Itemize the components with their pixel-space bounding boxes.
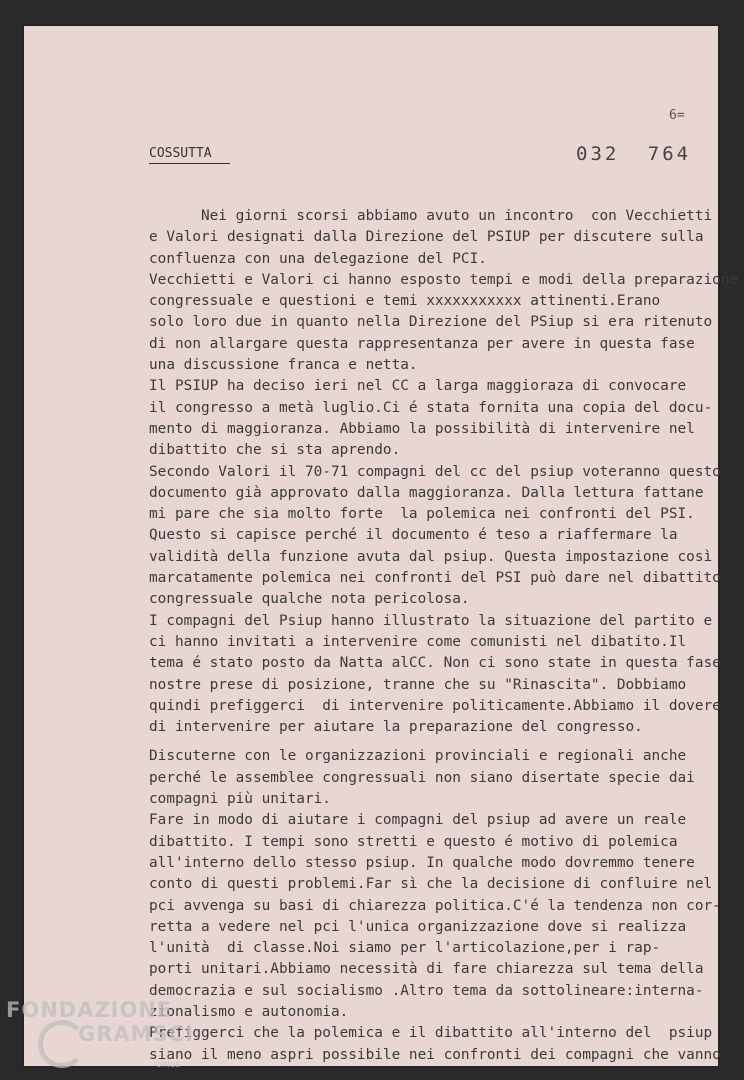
text-line: siano il meno aspri possibile nei confronti dei compagni che vanno [149,1046,721,1063]
text-line: solo loro due in quanto nella Direzione del PSiup si era ritenuto [149,314,713,331]
text-line: Questo si capisce perché il documento é teso a riaffermare la [149,527,678,544]
text-line: ci hanno invitati a intervenire come comunisti nel dibatito.Il [149,633,687,650]
text-line: Il PSIUP ha deciso ieri nel CC a larga maggioraza di convocare [149,378,687,395]
watermark-line2: GRAMSCI [78,1022,194,1046]
text-line: validità della funzione avuta dal psiup. Questa impostazione così [149,548,713,565]
archive-number: 032 764 [576,143,692,165]
text-line: di non allargare questa rappresentanza per avere in questa fase [149,335,695,352]
watermark-suffix: onlus [156,1060,181,1070]
page-number: 6= [669,108,685,123]
text-line: e Valori designati dalla Direzione del PSIUP per discutere sulla [149,229,704,246]
text-line: Vecchietti e Valori ci hanno esposto tempi e modi della preparazione [149,271,739,288]
text-line: una discussione franca e netta. [149,357,418,374]
text-line: Nei giorni scorsi abbiamo avuto un incontro con Vecchietti [149,208,713,224]
text-line: I compagni del Psiup hanno illustrato la situazione del partito e [149,612,713,629]
watermark-logo [6,998,194,1070]
text-line: democrazia e sul socialismo .Altro tema da sottolineare:interna- [149,982,704,999]
text-line: conto di questi problemi.Far sì che la decisione di confluire nel [149,876,713,893]
text-line: porti unitari.Abbiamo necessità di fare chiarezza sul tema della [149,961,704,978]
text-line: all'interno dello stesso psiup. In qualche modo dovremmo tenere [149,854,695,871]
text-line: dibattito che si sta aprendo. [149,442,401,459]
text-line: confluenza con una delegazione del PCI. [149,250,487,267]
text-line: zionalismo e autonomia. [149,1003,349,1020]
document-page [24,26,739,1066]
text-line: Fare in modo di aiutare i compagni del psiup ad avere un reale [149,812,687,829]
author-heading: COSSUTTA [149,145,230,164]
text-line: tema é stato posto da Natta alCC. Non ci sono state in questa fase [149,655,721,672]
text-line: documento già approvato dalla maggioranza. Dalla lettura fattane [149,484,704,501]
text-line: Prefiggerci che la polemica e il dibattito all'interno del psiup [149,1025,713,1042]
text-line: dibattito. I tempi sono stretti e questo é motivo di polemica [149,833,678,850]
text-line: mi pare che sia molto forte la polemica nei confronti del PSI. [149,506,695,523]
watermark-line1: FONDAZIONE [6,998,173,1022]
text-line: compagni più unitari. [149,791,331,808]
text-line: il congresso a metà luglio.Ci é stata fornita una copia del docu- [149,399,713,416]
text-line: congressuale e questioni e temi xxxxxxxxxxx attinenti.Erano [149,293,661,310]
text-line: pci avvenga su basi di chiarezza politica.C'é la tendenza non cor- [149,897,721,914]
text-line: perché le assemblee congressuali non siano disertate specie dai [149,769,695,786]
watermark-ring-icon [38,1020,86,1068]
text-line: Secondo Valori il 70-71 compagni del cc del psiup voteranno questo [149,463,721,480]
text-line: retta a vedere nel pci l'unica organizzazione dove si realizza [149,918,687,935]
text-line: Discuterne con le organizzazioni provinciali e regionali anche [149,748,687,765]
text-line: quindi prefiggerci di intervenire politicamente.Abbiamo il dovere [149,697,721,714]
typewritten-text [149,206,739,1066]
text-line: nostre prese di posizione, tranne che su "Rinascita". Dobbiamo [149,676,687,693]
text-line: marcatamente polemica nei confronti del PSI può dare nel dibattito [149,570,721,587]
text-line: mento di maggioranza. Abbiamo la possibilità di intervenire nel [149,420,695,437]
text-line: l'unità di classe.Noi siamo per l'articolazione,per i rap- [149,940,661,957]
text-line: di intervenire per aiutare la preparazione del congresso. [149,719,643,736]
text-line: congressuale qualche nota pericolosa. [149,591,470,608]
